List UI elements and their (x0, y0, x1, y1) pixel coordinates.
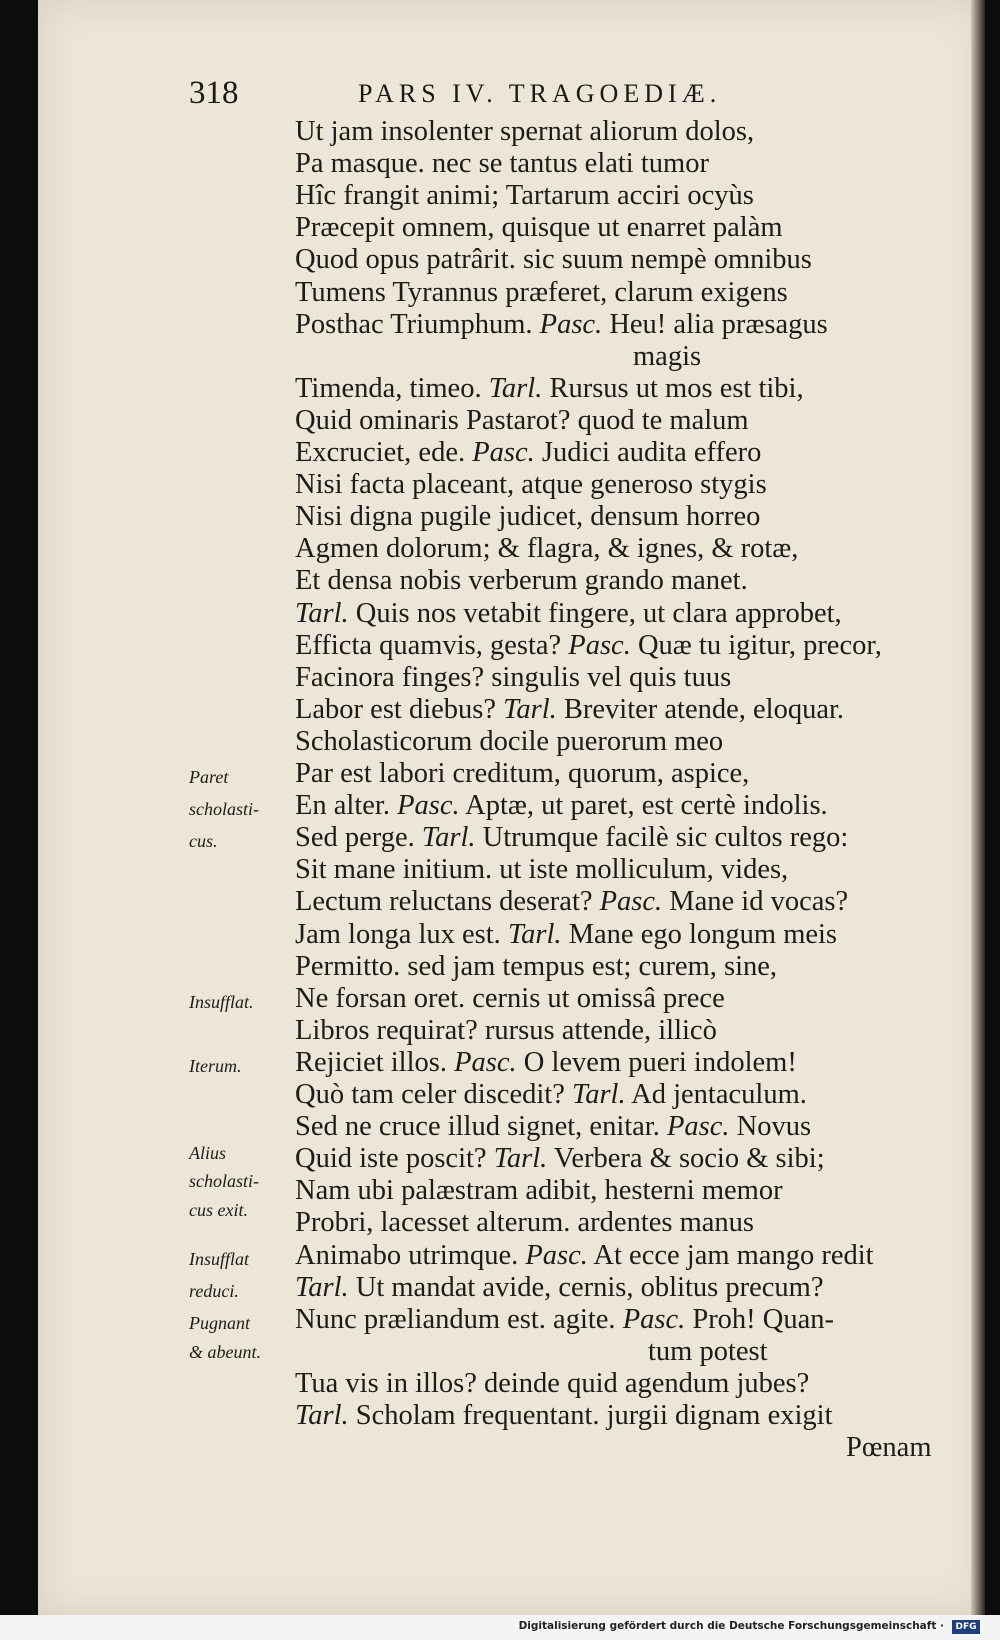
verse-text: Lectum reluctans deserat? (295, 886, 600, 918)
margin-note: Insufflat (189, 1248, 250, 1269)
verse-text: Sed perge. (295, 822, 422, 854)
verse-text: Nunc præliandum est. agite. (295, 1303, 623, 1335)
verse-text: Nisi digna pugile judicet, densum horreo (295, 501, 761, 533)
verse-text: Mane ego longum meis (561, 918, 838, 950)
speaker-abbrev: Tarl. (295, 1400, 349, 1431)
verse-text: Aptæ, ut paret, est certè indolis. (459, 790, 828, 822)
verse-line (295, 982, 725, 1014)
speaker-abbrev: Tarl. (493, 1143, 548, 1175)
margin-note: Pugnant (189, 1312, 250, 1333)
verse-text: Breviter atende, eloquar. (556, 693, 845, 725)
verse-text: Ad jentaculum. (625, 1079, 807, 1110)
verse-line (295, 1014, 717, 1046)
speaker-abbrev: Pasc. (525, 1239, 588, 1271)
verse-line (295, 150, 709, 179)
running-title: PARS IV. TRAGOEDIÆ. (358, 79, 722, 108)
footer-bar (0, 1615, 1000, 1640)
speaker-abbrev: Pasc. (454, 1046, 517, 1078)
verse-line (295, 918, 838, 950)
margin-note: scholasti- (189, 1171, 259, 1192)
verse-text: tum potest (648, 1335, 768, 1367)
dfg-logo: DFG (952, 1620, 980, 1634)
speaker-abbrev: Tarl. (571, 1079, 626, 1110)
verse-line (295, 308, 828, 340)
verse-text: Quod opus patrârit. sic suum nempè omnibus (295, 244, 812, 276)
page-number: 318 (189, 75, 239, 111)
verse-text: Posthac Triumphum. (295, 308, 540, 340)
verse-text: Rejiciet illos. (295, 1046, 455, 1078)
verse-text: Rursus ut mos est tibi, (542, 372, 804, 404)
verse-text: Probri, lacesset alterum. ardentes manus (295, 1207, 755, 1239)
page-header (38, 75, 984, 115)
verse-line (295, 597, 842, 629)
speaker-abbrev: Pasc. (568, 629, 631, 661)
speaker-abbrev: Tarl. (503, 693, 557, 725)
digitization-credit: Digitalisierung gefördert durch die Deutsche Forschungsgemeinschaft · (518, 1620, 944, 1632)
verse-text: Tua vis in illos? deinde quid agendum jubes? (295, 1367, 810, 1399)
margin-note: Paret (189, 767, 229, 787)
speaker-abbrev: Pasc. (472, 437, 535, 468)
verse-line (295, 246, 812, 275)
verse-line (295, 725, 724, 757)
verse-text: Quò tam celer discedit? (295, 1079, 572, 1110)
margin-note: cus. (189, 831, 218, 852)
verse-text: Mane id vocas? (662, 886, 849, 918)
verse-text: Pa masque. nec se tantus elati tumor (295, 148, 709, 180)
verse-line (295, 503, 760, 532)
verse-text: Ut mandat avide, cernis, oblitus precum? (348, 1271, 824, 1303)
verse-line (295, 693, 845, 725)
verse-line (295, 182, 754, 211)
verse-text: Labor est diebus? (295, 693, 504, 725)
verse-text: Scholasticorum docile puerorum meo (295, 725, 724, 757)
verse-line (295, 471, 767, 500)
speaker-abbrev: Pasc. (599, 886, 663, 918)
margin-note: Alius (189, 1142, 227, 1163)
verse-line (295, 824, 848, 853)
verse-text: Excruciet, ede. (295, 437, 473, 468)
margin-note: scholasti- (189, 799, 259, 820)
verse-text: Proh! Quan- (685, 1303, 835, 1335)
verse-text: Quis nos vetabit fingere, ut clara approbet, (348, 597, 842, 629)
verse-text: En alter. (295, 790, 398, 822)
verse-line (295, 1046, 797, 1078)
verse-text: At ecce jam mango redit (587, 1239, 874, 1271)
verse-text: Efficta quamvis, gesta? (295, 629, 569, 661)
verse-line (295, 1177, 783, 1206)
verse-line (295, 1367, 810, 1399)
verse-text: Hîc frangit animi; Tartarum acciri ocyùs (295, 180, 754, 212)
verse-text: O levem pueri indolem! (516, 1046, 797, 1078)
verse-line (295, 118, 754, 147)
margin-note: Insufflat. (189, 991, 254, 1012)
verse-text: Utrumque facilè sic cultos rego: (475, 822, 849, 854)
verse-line (648, 1335, 768, 1367)
verse-text: Agmen dolorum; & flagra, & ignes, & rotæ, (295, 533, 799, 565)
speaker-abbrev: Tarl. (488, 372, 543, 404)
verse-line (295, 856, 788, 885)
verse-line (295, 372, 804, 404)
verse-text: Libros requirat? rursus attende, illicò (295, 1014, 717, 1046)
verse-line (295, 1081, 807, 1110)
verse-line (295, 1113, 811, 1142)
verse-text: Timenda, timeo. (295, 372, 489, 404)
verse-text: Facinora finges? singulis vel quis tuus (295, 661, 732, 693)
verse-text: Heu! alia præsagus (602, 308, 828, 340)
book-page (38, 0, 984, 1615)
verse-line (295, 535, 798, 564)
verse-line (295, 760, 749, 789)
speaker-abbrev: Pasc. (397, 790, 460, 822)
verse-line (295, 1303, 835, 1335)
verse-text: Sed ne cruce illud signet, enitar. (295, 1111, 667, 1143)
page-gutter (971, 0, 985, 1615)
verse-line (295, 567, 748, 596)
verse-text: Nam ubi palæstram adibit, hesterni memor (295, 1175, 783, 1207)
verse-text: Animabo utrimque. (295, 1239, 526, 1271)
margin-note: cus exit. (189, 1200, 248, 1221)
speaker-abbrev: Tarl. (295, 1271, 349, 1303)
verse-text: Jam longa lux est. (295, 918, 508, 950)
margin-note: & abeunt. (189, 1341, 261, 1362)
verse-line (295, 404, 749, 436)
verse-text: Quid ominaris Pastarot? quod te malum (295, 404, 749, 436)
verse-text: Par est labori creditum, quorum, aspice, (295, 758, 750, 789)
verse-line (295, 888, 848, 917)
verse-line (295, 629, 882, 661)
verse-text: Nisi facta placeant, atque generoso stygis (295, 469, 767, 501)
verse-text: magis (633, 340, 702, 372)
margin-note: Iterum. (189, 1055, 242, 1076)
verse-text: Novus (729, 1111, 812, 1143)
catchword: Pœnam (846, 1432, 932, 1464)
verse-line (295, 1271, 824, 1303)
verse-text: Verbera & socio & sibi; (547, 1143, 825, 1175)
verse-line (295, 1239, 874, 1271)
verse-text: Ne forsan oret. cernis ut omissâ prece (295, 982, 725, 1014)
verse-line (295, 661, 732, 693)
verse-text: Ut jam insolenter spernat aliorum dolos, (295, 116, 755, 147)
verse-text: Quid iste poscit? (295, 1143, 494, 1175)
verse-text: Scholam frequentant. jurgii dignam exigit (348, 1400, 833, 1431)
verse-line (295, 1145, 825, 1174)
speaker-abbrev: Tarl. (507, 918, 562, 950)
verse-text: Judici audita effero (534, 437, 762, 468)
speaker-abbrev: Pasc. (622, 1303, 686, 1335)
verse-text: Tumens Tyrannus præferet, clarum exigens (295, 276, 788, 308)
verse-line (295, 1402, 833, 1431)
verse-line (295, 276, 788, 308)
speaker-abbrev: Pasc. (666, 1111, 730, 1143)
verse-text: Præcepit omnem, quisque ut enarret palàm (295, 212, 783, 244)
verse-text: Permitto. sed jam tempus est; curem, sine, (295, 950, 778, 982)
speaker-abbrev: Pasc. (539, 308, 603, 340)
verse-text: Quæ tu igitur, precor, (630, 629, 882, 661)
verse-line (295, 792, 828, 821)
speaker-abbrev: Tarl. (421, 822, 476, 854)
speaker-abbrev: Tarl. (295, 597, 349, 629)
margin-note: reduci. (189, 1280, 239, 1301)
verse-line (295, 950, 778, 982)
verse-line (295, 214, 783, 243)
verse-text: Et densa nobis verberum grando manet. (295, 565, 748, 597)
verse-line (633, 340, 702, 372)
verse-line (295, 1209, 754, 1238)
verse-line (295, 439, 761, 468)
verse-text: Sit mane initium. ut iste molliculum, vides, (295, 854, 789, 886)
